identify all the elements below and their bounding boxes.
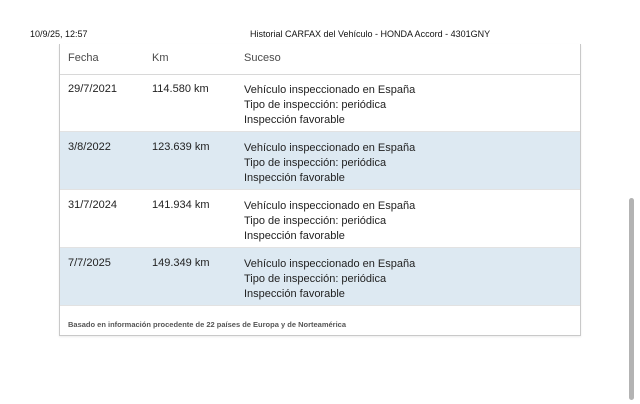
event-line: Tipo de inspección: periódica [244, 157, 387, 169]
row-km: 123.639 km [152, 141, 210, 153]
row-km: 141.934 km [152, 199, 210, 211]
row-km: 114.580 km [152, 83, 209, 95]
row-km: 149.349 km [152, 257, 210, 269]
table-row [60, 132, 580, 190]
event-line: Tipo de inspección: periódica [244, 215, 387, 227]
vertical-scrollbar[interactable] [629, 198, 634, 400]
table-row [60, 248, 580, 306]
row-date: 29/7/2021 [68, 83, 117, 95]
history-table [59, 44, 581, 336]
event-line: Vehículo inspeccionado en España [244, 84, 416, 96]
column-header-km: Km [152, 52, 169, 64]
row-event [244, 257, 415, 302]
column-header-event: Suceso [244, 52, 281, 64]
row-date: 3/8/2022 [68, 141, 111, 153]
row-event [244, 141, 415, 186]
event-line: Inspección favorable [244, 288, 345, 300]
row-date: 31/7/2024 [68, 199, 117, 211]
print-header [0, 29, 640, 43]
event-line: Vehículo inspeccionado en España [244, 200, 416, 212]
table-row [60, 190, 580, 248]
table-footnote: Basado en información procedente de 22 países de Europa y de Norteamérica [68, 320, 347, 329]
column-header-date: Fecha [68, 52, 99, 64]
row-event [244, 83, 415, 128]
table-row [60, 74, 580, 132]
event-line: Inspección favorable [244, 172, 345, 184]
event-line: Vehículo inspeccionado en España [244, 258, 416, 270]
row-date: 7/7/2025 [68, 257, 111, 269]
event-line: Vehículo inspeccionado en España [244, 142, 416, 154]
table-header [60, 44, 580, 75]
print-timestamp: 10/9/25, 12:57 [30, 29, 88, 39]
event-line: Inspección favorable [244, 230, 345, 242]
document-title: Historial CARFAX del Vehículo - HONDA Accord - 4301GNY [250, 29, 491, 39]
event-line: Tipo de inspección: periódica [244, 99, 387, 111]
row-event [244, 199, 415, 244]
event-line: Tipo de inspección: periódica [244, 273, 387, 285]
event-line: Inspección favorable [244, 114, 345, 126]
